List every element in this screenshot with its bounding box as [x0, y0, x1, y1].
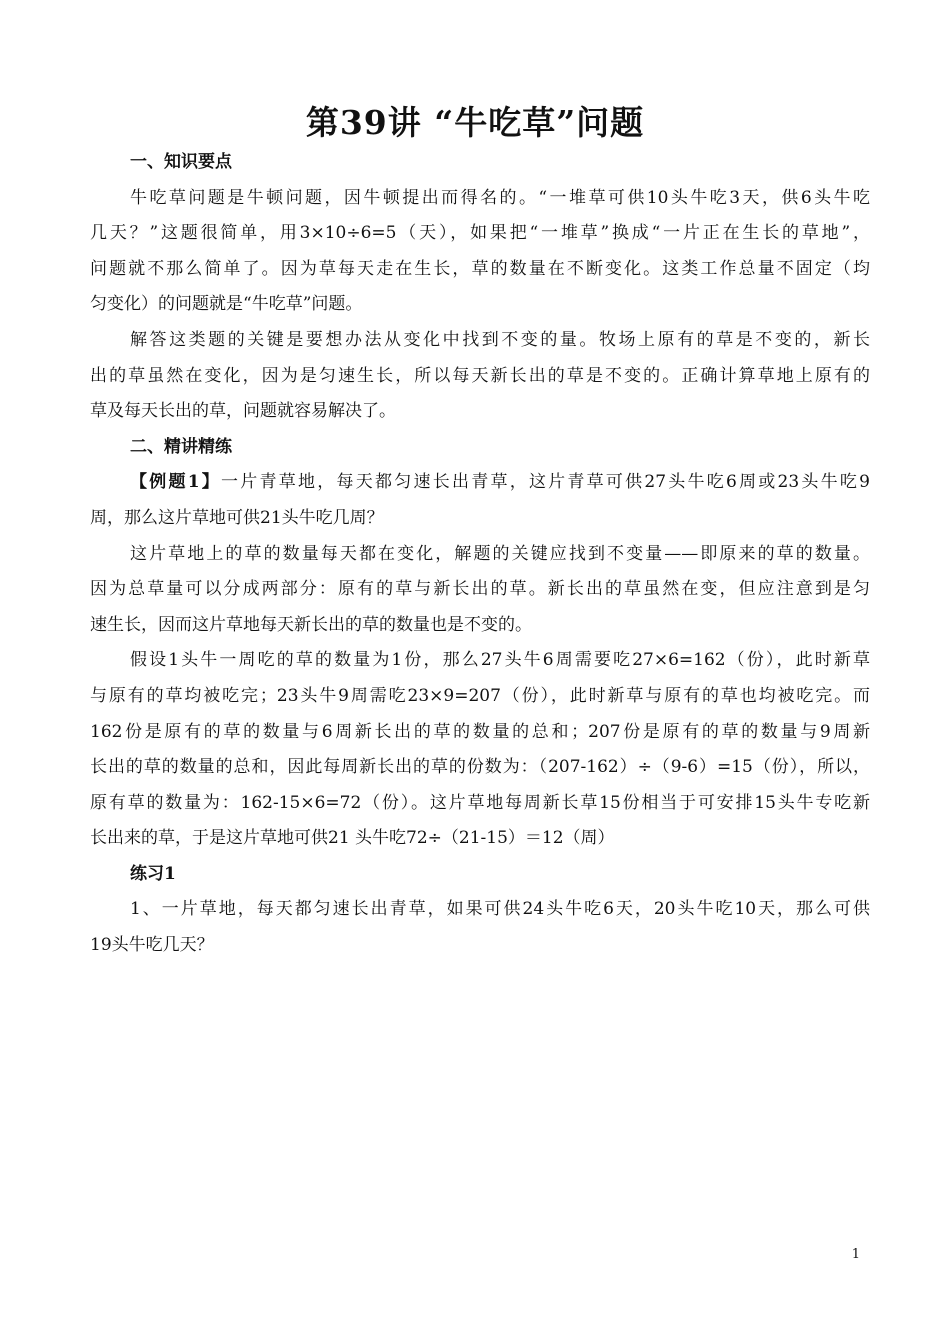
example-1-line [90, 465, 870, 501]
exercise-heading: 练习1 [130, 863, 176, 884]
paragraph-line: 几天？”这题很简单，用3×10÷6=5（天），如果把“一堆草”换成“一片正在生长的草地”， [90, 223, 870, 244]
paragraph-line: 162份是原有的草的数量与6周新长出的草的数量的总和；207份是原有的草的数量与9周新 [90, 721, 870, 742]
exercise-line: 1、一片草地，每天都匀速长出青草，如果可供24头牛吃6天，20头牛吃10天，那么可供 [130, 899, 870, 920]
page-number: 1 [851, 1247, 860, 1262]
paragraph-line: 长出的草的数量的总和，因此每周新长出的草的份数为：（207-162）÷（9-6）=15（份），所以， [90, 757, 870, 778]
example-1-label: 【例题1】 [130, 472, 222, 493]
document-body [90, 145, 870, 964]
section-heading-lecture-practice: 二、精讲精练 [130, 436, 232, 457]
paragraph-line: 周，那么这片草地可供21头牛吃几周？ [90, 507, 384, 528]
paragraph-line: 匀变化）的问题就是“牛吃草”问题。 [90, 294, 363, 315]
page-title: 第39讲 “牛吃草”问题 [305, 103, 645, 142]
paragraph-line: 长出来的草，于是这片草地可供21 头牛吃72÷（21-15）＝12（周） [90, 828, 615, 849]
paragraph-line: 解答这类题的关键是要想办法从变化中找到不变的量。牧场上原有的草是不变的，新长 [130, 329, 870, 350]
paragraph-line: 出的草虽然在变化，因为是匀速生长，所以每天新长出的草是不变的。正确计算草地上原有的 [90, 365, 870, 386]
paragraph-line: 与原有的草均被吃完；23头牛9周需吃23×9=207（份），此时新草与原有的草也均被吃完。而 [90, 685, 870, 706]
paragraph-line: 牛吃草问题是牛顿问题，因牛顿提出而得名的。“一堆草可供10头牛吃3天，供6头牛吃 [130, 187, 870, 208]
paragraph-line: 这片草地上的草的数量每天都在变化，解题的关键应找到不变量——即原来的草的数量。 [130, 543, 870, 564]
paragraph-line: 问题就不那么简单了。因为草每天走在生长，草的数量在不断变化。这类工作总量不固定（均 [90, 258, 870, 279]
paragraph-line: 速生长，因而这片草地每天新长出的草的数量也是不变的。 [90, 614, 532, 635]
paragraph-line: 因为总草量可以分成两部分：原有的草与新长出的草。新长出的草虽然在变，但应注意到是匀 [90, 579, 870, 600]
section-heading-knowledge-points: 一、知识要点 [130, 152, 232, 172]
example-1-text: 一片青草地，每天都匀速长出青草，这片青草可供27头牛吃6周或23头牛吃9 [221, 472, 870, 493]
paragraph-line: 假设1头牛一周吃的草的数量为1份，那么27头牛6周需要吃27×6=162（份），此时新草 [130, 650, 870, 671]
exercise-line: 19头牛吃几天？ [90, 935, 214, 956]
paragraph-line: 草及每天长出的草，问题就容易解决了。 [90, 401, 396, 422]
paragraph-line: 原有草的数量为：162-15×6=72（份）。这片草地每周新长草15份相当于可安排15头牛专吃新 [90, 792, 870, 813]
